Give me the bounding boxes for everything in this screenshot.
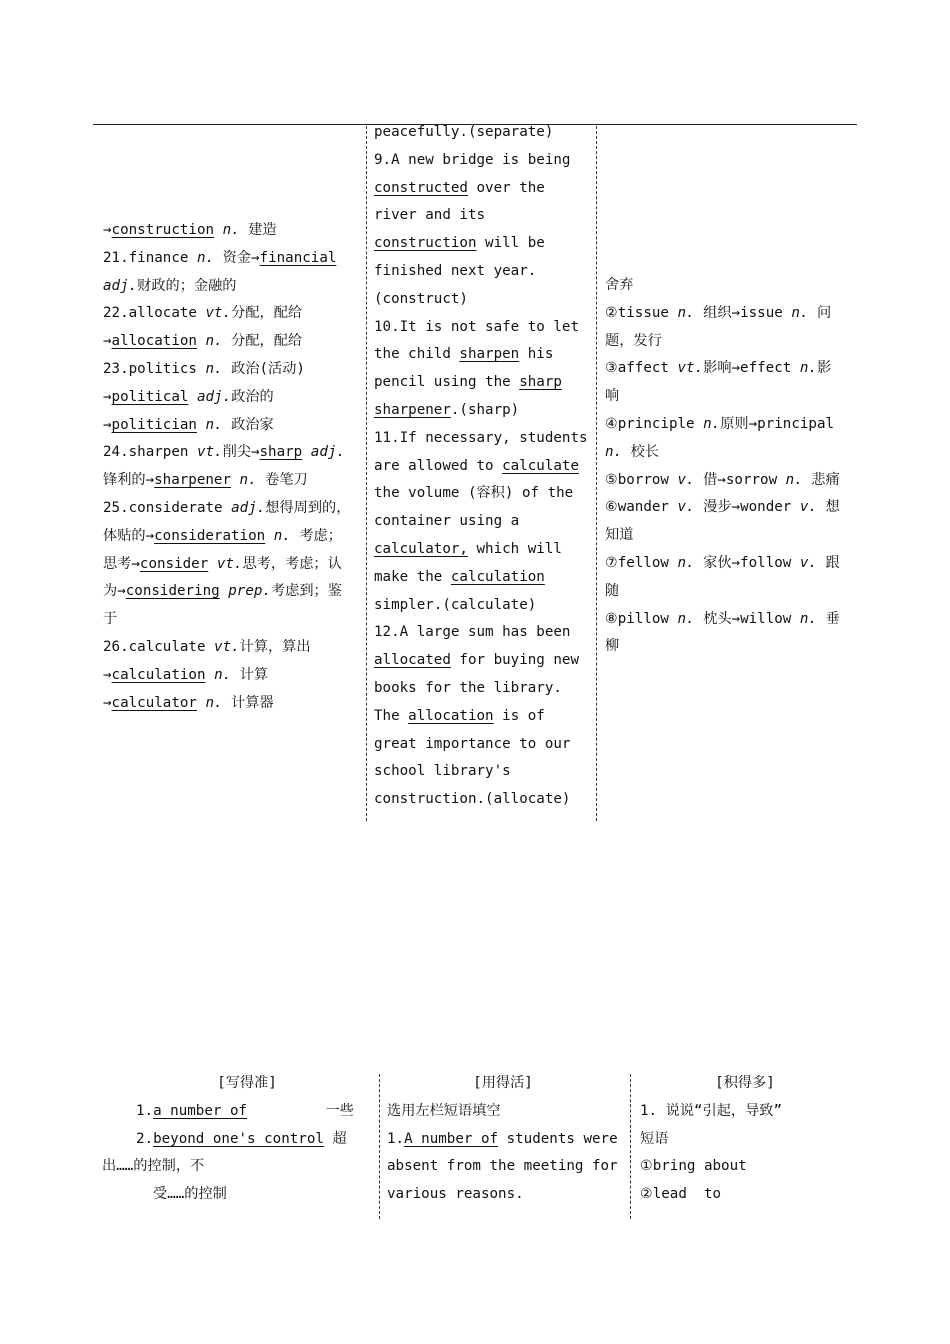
column-divider: [379, 1074, 380, 1219]
column-divider: [366, 126, 367, 821]
line: ③affect vt.影响→effect n.影: [605, 360, 832, 377]
column-divider: [630, 1074, 631, 1219]
line: ①bring about: [640, 1158, 747, 1175]
section-header: [积得多]: [715, 1075, 775, 1091]
line: 1.a number of 一些: [136, 1102, 354, 1119]
line: 舍弃: [605, 277, 634, 293]
line: 1. 说说“引起，导致”: [640, 1102, 783, 1119]
line: pencil using the sharp: [374, 374, 562, 391]
line: river and its: [374, 207, 486, 224]
line: →calculator n. 计算器: [103, 694, 274, 711]
line: simpler.(calculate): [374, 596, 537, 613]
line: ②lead to: [640, 1186, 722, 1203]
line: calculator, which will: [374, 540, 562, 557]
line: school library's: [374, 763, 511, 780]
line: 选用左栏短语填空: [387, 1102, 501, 1119]
line: 短语: [640, 1130, 669, 1147]
line: container using a: [374, 513, 520, 530]
line: 24.sharpen vt.削尖→sharp adj.: [103, 444, 345, 461]
accumulate-more-column: [640, 1070, 850, 1209]
line: sharpener.(sharp): [374, 401, 520, 418]
line: ⑧pillow n. 枕头→willow n. 垂: [605, 610, 840, 627]
line: various reasons.: [387, 1186, 524, 1203]
line: 25.considerate adj.想得周到的，: [103, 499, 351, 516]
line: construction.(allocate): [374, 791, 571, 808]
line: ⑤borrow v. 借→sorrow n. 悲痛: [605, 471, 840, 488]
line: are allowed to calculate: [374, 457, 579, 474]
line: 26.calculate vt.计算，算出: [103, 638, 311, 655]
line: 受……的控制: [153, 1186, 227, 1203]
line: 柳: [605, 638, 620, 655]
line: peacefully.(separate): [374, 124, 554, 140]
confusables-column-right: [605, 272, 850, 661]
line: 为→considering prep.考虑到；鉴: [103, 583, 342, 600]
line: great importance to our: [374, 735, 571, 752]
line: allocated for buying new: [374, 652, 579, 669]
line: 1.A number of students were: [387, 1130, 618, 1147]
line: The allocation is of: [374, 707, 545, 724]
line: 22.allocate vt.分配，配给: [103, 305, 303, 322]
line: 10.It is not safe to let: [374, 318, 579, 335]
line: 21.finance n. 资金→financial: [103, 249, 337, 266]
line: finished next year.: [374, 262, 537, 279]
line: constructed over the: [374, 179, 545, 196]
vocab-column-left: [103, 217, 361, 717]
line: 11.If necessary, students: [374, 429, 588, 446]
line: ⑦fellow n. 家伙→follow v. 跟: [605, 554, 840, 571]
line: →political adj.政治的: [103, 388, 274, 405]
section-header: [写得准]: [217, 1075, 277, 1091]
line: the child sharpen his: [374, 346, 554, 363]
use-flexibly-column: [387, 1070, 619, 1209]
line: 题，发行: [605, 332, 662, 349]
column-divider: [596, 126, 597, 821]
line: 随: [605, 582, 620, 599]
line: adj.财政的；金融的: [103, 277, 237, 294]
line: →construction n. 建造: [103, 222, 277, 238]
exercise-column-middle: [374, 119, 594, 814]
line: the volume (容积) of the: [374, 485, 574, 502]
line: construction will be: [374, 235, 545, 252]
line: ⑥wander v. 漫步→wonder v. 想: [605, 499, 840, 516]
line: 2.beyond one's control 超: [136, 1130, 347, 1147]
line: 9.A new bridge is being: [374, 151, 571, 168]
line: 于: [103, 611, 118, 628]
line: n. 校长: [605, 443, 660, 460]
line: ②tissue n. 组织→issue n. 问: [605, 304, 832, 321]
line: →calculation n. 计算: [103, 666, 269, 683]
line: 思考→consider vt.思考，考虑；认: [103, 555, 342, 572]
line: make the calculation: [374, 568, 545, 585]
line: →allocation n. 分配，配给: [103, 333, 303, 350]
line: ④principle n.原则→principal: [605, 415, 835, 432]
line: 12.A large sum has been: [374, 624, 571, 641]
line: books for the library.: [374, 679, 562, 696]
line: absent from the meeting for: [387, 1158, 618, 1175]
line: 锋利的→sharpener n. 卷笔刀: [103, 472, 308, 489]
line: 体贴的→consideration n. 考虑；: [103, 527, 342, 544]
line: 23.politics n. 政治(活动): [103, 360, 305, 377]
line: (construct): [374, 290, 468, 307]
line: 知道: [605, 527, 634, 544]
line: →politician n. 政治家: [103, 416, 274, 433]
line: 响: [605, 388, 620, 405]
write-accurately-column: [102, 1070, 358, 1209]
line: 出……的控制，不: [102, 1158, 205, 1175]
section-header: [用得活]: [473, 1075, 533, 1091]
